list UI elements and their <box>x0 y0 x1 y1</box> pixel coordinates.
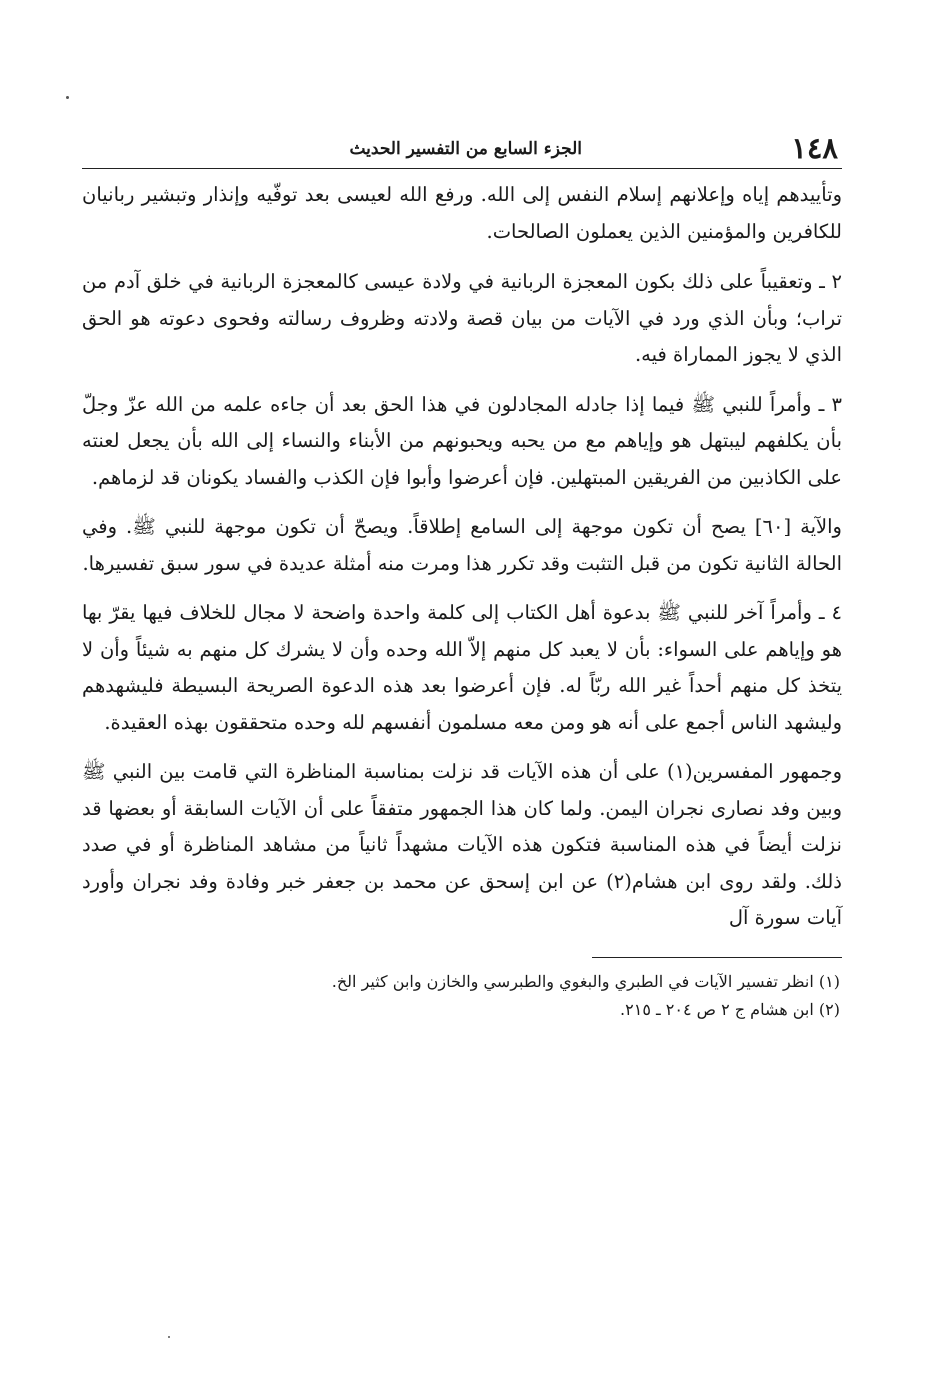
body-text <box>82 177 842 937</box>
running-title: الجزء السابع من التفسير الحديث <box>349 139 582 159</box>
stray-mark-bottom <box>168 1336 170 1338</box>
page-number: ١٤٨ <box>791 131 838 165</box>
paragraph-3: ٣ ـ وأمراً للنبي ﷺ فيما إذا جادله المجادلون في هذا الحق بعد أن جاءه علمه من الله عزّ وجلّ بأن يكلفهم ليبتهل هو وإياهم مع من يحبه ويحبونهم من الأبناء والنساء إلى الله بأن يجعل لعنته على الكاذبين من الفريقين المبتهلين. فإن أعرضوا وأبوا فإن الكذب والفساد يكونان قد لزماهم. <box>82 392 843 489</box>
page-header <box>82 128 842 169</box>
footnote-divider <box>592 957 842 958</box>
footnote-2: (٢) ابن هشام ج ٢ ص ٢٠٤ ـ ٢١٥. <box>620 999 840 1019</box>
stray-mark-top <box>66 96 69 99</box>
paragraph-6: وجمهور المفسرين(١) على أن هذه الآيات قد نزلت بمناسبة المناظرة التي قامت بين النبي ﷺ وبين وفد نصارى نجران اليمن. ولما كان هذا الجمهور متفقاً على أن الآيات السابقة أو بعضها قد نزلت أيضاً في هذه المناسبة فتكون هذه الآيات مشهداً ثانياً من مشاهد المناظرة أو في صدد ذلك. ولقد روى ابن هشام(٢) عن ابن إسحق عن محمد بن جعفر خبر وفادة وفد نجران وأورد آيات سورة آل <box>82 760 842 929</box>
paragraph-4: والآية [٦٠] يصح أن تكون موجهة إلى السامع إطلاقاً. ويصحّ أن تكون موجهة للنبي ﷺ. وفي الحالة الثانية تكون من قبل التثبت وقد تكرر هذا ومرت منه أمثلة عديدة في سور سبق تفسيرها. <box>82 515 842 575</box>
footnote-1: (١) انظر تفسير الآيات في الطبري والبغوي والطبرسي والخازن وابن كثير الخ. <box>331 971 840 991</box>
paragraph-2: ٢ ـ وتعقيباً على ذلك بكون المعجزة الربانية في ولادة عيسى كالمعجزة الربانية في خلق آدم من تراب؛ وبأن الذي ورد في الآيات من بيان قصة ولادته وظروف رسالته وفحوى دعوته هو الحق الذي لا يجوز المماراة فيه. <box>82 270 842 366</box>
paragraph-1: وتأييدهم إياه وإعلانهم إسلام النفس إلى الله. ورفع الله لعيسى بعد توفّيه وإنذار وتبشير ربانيان للكافرين والمؤمنين الذين يعملون الصالحات. <box>82 183 842 243</box>
footnotes <box>82 968 842 1024</box>
paragraph-5: ٤ ـ وأمراً آخر للنبي ﷺ بدعوة أهل الكتاب إلى كلمة واحدة واضحة لا مجال للخلاف فيها يقرّ بها هو وإياهم على السواء: بأن لا يعبد كل منهم إلاّ الله وحده وأن لا يشرك كل منهم به شيئاً وأن لا يتخذ كل منهم أحداً غير الله ربّاً له. فإن أعرضوا بعد هذه الدعوة الصريحة البسيطة فليشهدهم وليشهد الناس أجمع على أنه هو ومن معه مسلمون أنفسهم لله وحده متحققون بهذه العقيدة. <box>82 601 842 734</box>
book-page <box>82 128 842 1024</box>
